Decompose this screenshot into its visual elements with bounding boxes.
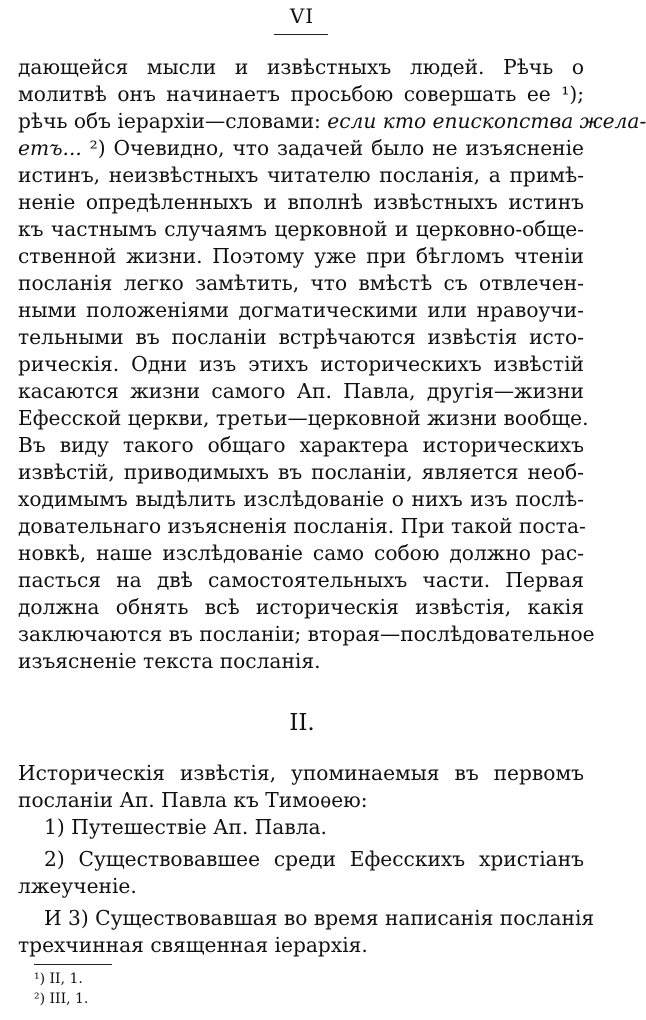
- list-item: 1) Путешествіе Ап. Павла.: [44, 815, 327, 839]
- body-line: пасться на двѣ самостоятельныхъ части. Первая: [18, 568, 584, 592]
- body-text: ²) Очевидно, что задачей было не изъясненіе: [81, 136, 584, 160]
- footnote: [34, 990, 88, 1008]
- body-line: посланіи Ап. Павла къ Тимоѳею:: [18, 788, 368, 812]
- body-line: истинъ, неизвѣстныхъ читателю посланія, а примѣ-: [18, 163, 584, 187]
- body-text: рѣчь объ іерархіи—словами:: [18, 109, 328, 133]
- quotation-italic: если кто епископства жела-: [327, 109, 646, 133]
- footnote-reference: III, 1.: [49, 991, 89, 1007]
- body-line: Историческія извѣстія, упоминаемыя въ первомъ: [18, 761, 584, 785]
- body-line: рическія. Одни изъ этихъ историческихъ извѣстій: [18, 352, 584, 376]
- footnote-mark: ¹): [34, 971, 46, 987]
- page-number: VI: [289, 4, 315, 28]
- body-line: къ частнымъ случаямъ церковной и церковно-обще-: [18, 217, 584, 241]
- footnote-reference: II, 1.: [49, 971, 83, 987]
- body-line: должна обнять всѣ историческія извѣстія, какія: [18, 595, 584, 619]
- body-line: изъясненіе текста посланія.: [18, 649, 321, 673]
- page-number-rule: [274, 34, 328, 35]
- body-line: касаются жизни самого Ап. Павла, другія—жизни: [18, 379, 584, 403]
- body-line: новкѣ, наше изслѣдованіе само собою должно рас-: [18, 541, 584, 565]
- body-line: довательнаго изъясненія посланія. При такой поста-: [18, 514, 586, 538]
- body-line: извѣстій, приводимыхъ въ посланіи, является необ-: [18, 460, 584, 484]
- list-item: И 3) Существовавшая во время написанія посланія: [44, 906, 595, 930]
- body-line: молитвѣ онъ начинаетъ просьбою совершать ее ¹);: [18, 82, 584, 106]
- body-line: дающейся мысли и извѣстныхъ людей. Рѣчь о: [18, 55, 584, 79]
- body-line: ходимымъ выдѣлить изслѣдованіе о нихъ изъ послѣ-: [18, 487, 584, 511]
- body-line: Ефесской церкви, третьи—церковной жизни вообще.: [18, 406, 589, 430]
- body-line: Въ виду такого общаго характера историческихъ: [18, 433, 584, 457]
- list-item-continuation: лжеученіе.: [18, 874, 137, 898]
- body-line: заключаются въ посланіи; вторая—послѣдовательное: [18, 622, 595, 646]
- footnote-mark: ²): [34, 991, 46, 1007]
- body-line: [18, 135, 584, 162]
- quotation-italic: етъ...: [18, 136, 82, 160]
- list-item: 2) Существовавшее среди Ефесскихъ христіанъ: [44, 847, 584, 871]
- list-item-continuation: трехчинная священная іерархія.: [18, 933, 368, 957]
- section-heading: II.: [289, 710, 315, 736]
- body-line: посланія легко замѣтить, что вмѣстѣ съ отвлечен-: [18, 271, 584, 295]
- footnote-rule: [34, 964, 112, 965]
- body-line: ными положеніями догматическими или нравоучи-: [18, 298, 584, 322]
- body-line: [18, 108, 646, 135]
- body-line: тельными въ посланіи встрѣчаются извѣстія исто-: [18, 325, 584, 349]
- footnote: [34, 970, 83, 988]
- body-line: неніе опредѣленныхъ и вполнѣ извѣстныхъ истинъ: [18, 190, 584, 214]
- body-line: ственной жизни. Поэтому уже при бѣгломъ чтеніи: [18, 244, 584, 268]
